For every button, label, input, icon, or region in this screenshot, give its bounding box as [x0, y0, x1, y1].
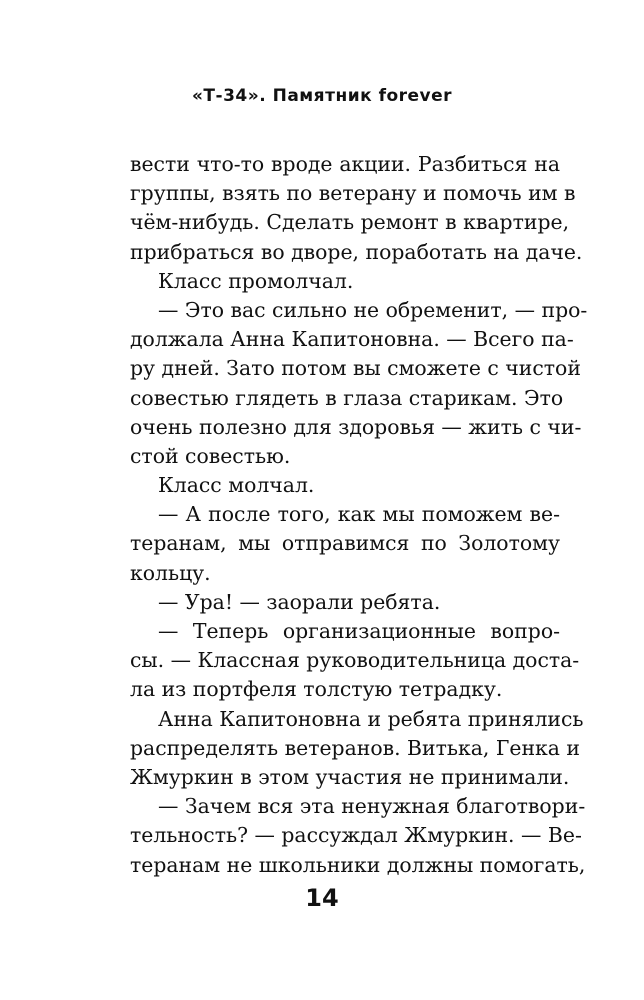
text-line: ла из портфеля толстую тетрадку.: [130, 677, 503, 702]
text-line: чём-нибудь. Сделать ремонт в квартире,: [130, 210, 570, 235]
text-line: Анна Капитоновна и ребята принялись: [158, 706, 584, 731]
text-line: очень полезно для здоровья — жить с чи-: [130, 414, 582, 439]
text-line: теранам, мы отправимся по Золотому: [130, 531, 560, 556]
text-line: прибраться во дворе, поработать на даче.: [130, 239, 583, 264]
text-line: теранам не школьники должны помогать,: [130, 852, 586, 877]
text-line: — Это вас сильно не обременит, — про-: [158, 297, 588, 322]
text-line: вести что-то вроде акции. Разбиться на: [130, 152, 560, 176]
body-text: [130, 150, 588, 880]
text-line: — А после того, как мы поможем ве-: [158, 502, 560, 527]
text-line: — Ура! — заорали ребята.: [158, 589, 441, 614]
running-header-title: «Т-34». Памятник forever: [191, 86, 453, 106]
text-line: — Зачем вся эта ненужная благотвори-: [158, 794, 586, 819]
text-line: должала Анна Капитоновна. — Всего па-: [130, 327, 574, 352]
text-line: группы, взять по ветерану и помочь им в: [130, 181, 576, 206]
text-line: ру дней. Зато потом вы сможете с чистой: [130, 356, 581, 381]
text-line: стой совестью.: [130, 443, 291, 468]
text-line: Жмуркин в этом участия не принимали.: [130, 764, 570, 789]
text-line: — Теперь организационные вопро-: [158, 619, 560, 643]
page-number: 14: [305, 884, 339, 912]
text-line: кольцу.: [130, 560, 211, 585]
text-line: распределять ветеранов. Витька, Генка и: [130, 735, 581, 760]
text-line: Класс молчал.: [158, 473, 315, 498]
text-line: совестью глядеть в глаза старикам. Это: [130, 385, 564, 410]
text-line: Класс промолчал.: [158, 268, 354, 293]
text-line: сы. — Классная руководительница доста-: [130, 648, 580, 673]
text-line: тельность? — рассуждал Жмуркин. — Ве-: [130, 823, 582, 848]
